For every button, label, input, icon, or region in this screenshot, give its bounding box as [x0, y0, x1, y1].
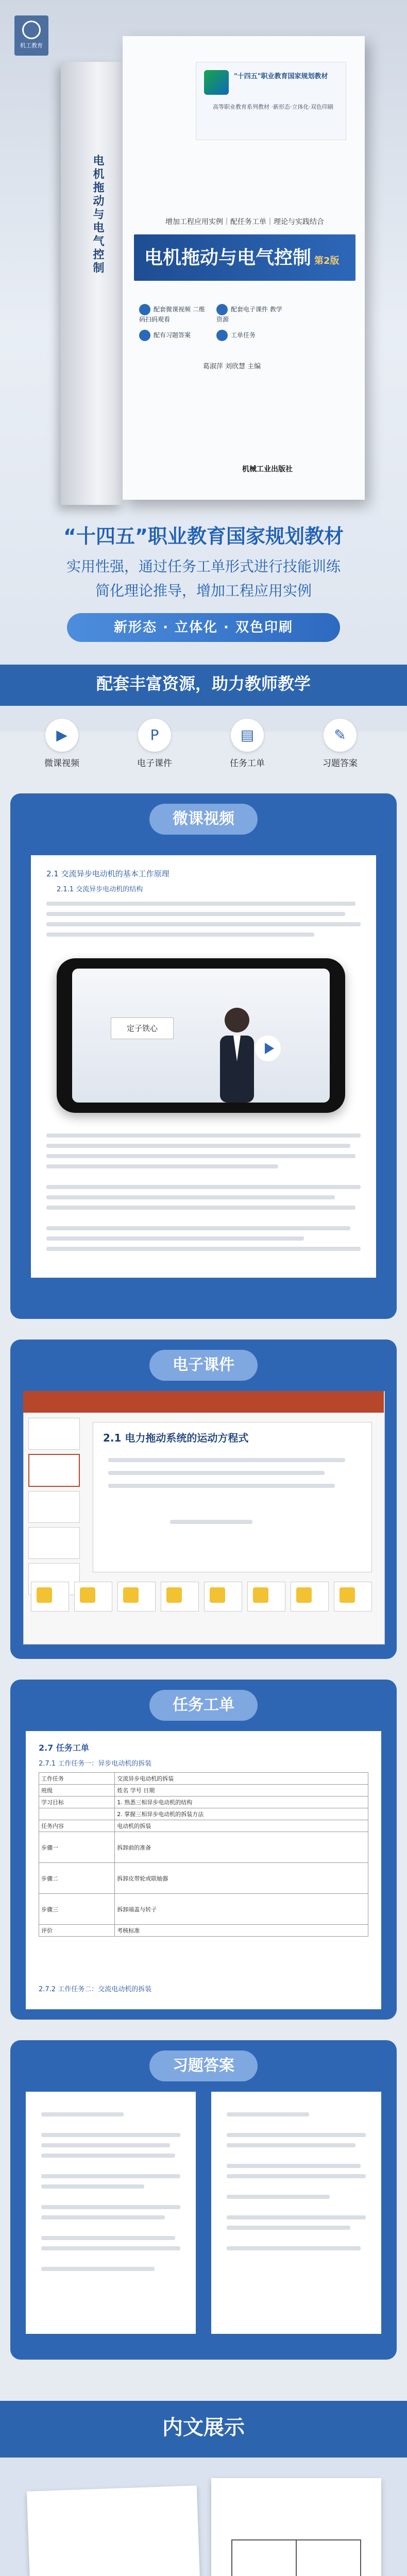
- table-cell: 步骤一: [39, 1832, 115, 1863]
- format-pill: 新形态 · 立体化 · 双色印刷: [67, 613, 340, 642]
- table-row: [39, 1832, 368, 1863]
- text-line: [46, 912, 345, 916]
- table-cell: 工作任务: [39, 1773, 115, 1785]
- table-cell: 电动机的拆装: [115, 1820, 368, 1832]
- cover-feature-item: 工单任务: [216, 330, 283, 341]
- publisher-logo-badge: [14, 15, 48, 56]
- table-row: [39, 1925, 368, 1937]
- table-row: [39, 1808, 368, 1820]
- table-cell: 交流异步电动机的拆装: [115, 1773, 368, 1785]
- worksheet-heading: 2.7 任务工单: [39, 1743, 89, 1753]
- resource-item-video[interactable]: [31, 719, 93, 769]
- cover-series-text: 高等职业教育系列教材 ·新形态·立体化·双色印刷: [213, 104, 333, 110]
- ppt-section-title: 电子课件: [149, 1350, 258, 1381]
- table-row: [39, 1797, 368, 1808]
- worksheet-subheading: 2.7.2 工作任务二：交流电动机的拆装: [39, 1986, 152, 1993]
- headline: “十四五”职业教育国家规划教材: [63, 525, 344, 548]
- resource-item-worksheet[interactable]: [216, 719, 278, 769]
- logo-text: 机工教育: [20, 42, 43, 49]
- resource-label: 任务工单: [230, 758, 265, 769]
- text-line: [46, 1206, 355, 1210]
- text-line: [46, 1236, 304, 1241]
- slide-sorter-strip[interactable]: [31, 1582, 376, 1633]
- slide-sorter-item[interactable]: [161, 1582, 199, 1612]
- table-cell: 考核标准: [115, 1925, 368, 1937]
- cover-feature-item: 配有习题答案: [139, 330, 206, 341]
- answers-section-title: 习题答案: [149, 2050, 258, 2081]
- text-line: [108, 1471, 325, 1475]
- logo-icon: [22, 21, 41, 39]
- answer-icon: [139, 330, 150, 341]
- table-cell: 步骤二: [39, 1863, 115, 1894]
- slide-sorter-item[interactable]: [334, 1582, 372, 1612]
- table-row: [39, 1894, 368, 1925]
- text-line: [46, 1247, 361, 1251]
- text-line: [46, 1185, 361, 1189]
- text-line: [46, 1144, 350, 1148]
- text-line: [46, 1195, 335, 1199]
- table-cell: 姓名 学号 日期: [115, 1785, 368, 1797]
- presenter-figure: [214, 999, 260, 1103]
- slides-icon: [216, 304, 228, 315]
- slide-sorter-item[interactable]: [117, 1582, 156, 1612]
- table-cell: 2. 掌握三相异步电动机的拆装方法: [115, 1808, 368, 1820]
- spine-title: 电机拖动与电气控制: [91, 155, 105, 275]
- worksheet-section-title: 任务工单: [149, 1690, 258, 1721]
- table-row: [39, 1820, 368, 1832]
- table-cell: [39, 1808, 115, 1820]
- text-line: [46, 933, 314, 937]
- table-cell: 任务内容: [39, 1820, 115, 1832]
- task-icon: [216, 330, 228, 341]
- text-line: [46, 1226, 350, 1230]
- table-cell: 拆卸前的准备: [115, 1832, 368, 1863]
- national-plan-badge-icon: [204, 70, 229, 95]
- worksheet-table: [39, 1772, 368, 1937]
- ppt-ribbon: [23, 1391, 384, 1413]
- worksheet-subheading: 2.7.1 工作任务一：异步电动机的拆装: [39, 1760, 152, 1768]
- table-row: [39, 1863, 368, 1894]
- doc-heading: 2.1 交流异步电动机的基本工作原理: [46, 869, 169, 878]
- cover-authors: 葛淑萍 刘欣慧 主编: [202, 363, 261, 370]
- text-line: [46, 1133, 361, 1138]
- slide-sorter-item[interactable]: [247, 1582, 285, 1612]
- video-slide-label: 定子铁心: [111, 1018, 174, 1039]
- table-cell: 班级: [39, 1785, 115, 1797]
- cover-book-title: 电机拖动与电气控制: [144, 247, 312, 268]
- table-cell: 1. 熟悉三相异步电动机的结构: [115, 1797, 368, 1808]
- table-cell: 评价: [39, 1925, 115, 1937]
- resource-label: 微课视频: [44, 758, 79, 769]
- content-page: [27, 2485, 205, 2576]
- qr-icon: [139, 304, 150, 315]
- table-cell: 步骤三: [39, 1894, 115, 1925]
- formula-line: [170, 1520, 252, 1524]
- table-cell: 学习目标: [39, 1797, 115, 1808]
- text-line: [46, 922, 361, 926]
- cover-feature-item: 配套微课视频 二维码扫码观看: [139, 304, 206, 324]
- ppt-icon: P: [138, 719, 171, 752]
- resource-label: 习题答案: [323, 758, 358, 769]
- video-icon: ▶: [45, 719, 78, 752]
- cover-badge-text: "十四五"职业教育国家规划教材: [234, 73, 328, 80]
- slide-title: 2.1 电力拖动系统的运动方程式: [103, 1432, 249, 1444]
- selling-point-2: 简化理论推导，增加工程应用实例: [95, 582, 312, 599]
- resource-item-answers[interactable]: [309, 719, 371, 769]
- text-line: [46, 1154, 355, 1158]
- answers-page-left: [26, 2092, 196, 2334]
- video-section-title: 微课视频: [149, 804, 258, 835]
- answers-icon: ✎: [324, 719, 357, 752]
- slide-sorter-item[interactable]: [204, 1582, 242, 1612]
- play-icon[interactable]: [255, 1036, 281, 1061]
- slide-sorter-item[interactable]: [74, 1582, 112, 1612]
- text-line: [46, 902, 355, 906]
- cover-feature-line: 增加工程应用实例｜配任务工单｜理论与实践结合: [165, 218, 324, 226]
- resource-label: 电子课件: [137, 758, 172, 769]
- cover-publisher: 机械工业出版社: [242, 465, 293, 473]
- resources-title: 配套丰富资源，助力教师教学: [96, 674, 311, 693]
- slide-sorter-item[interactable]: [31, 1582, 69, 1612]
- content-page: [211, 2478, 381, 2576]
- table-cell: 拆卸端盖与转子: [115, 1894, 368, 1925]
- worksheet-icon: ▤: [231, 719, 264, 752]
- text-line: [108, 1484, 335, 1488]
- text-line: [108, 1458, 345, 1462]
- resource-item-ppt[interactable]: [124, 719, 185, 769]
- table-cell: 拆卸皮带轮或联轴器: [115, 1863, 368, 1894]
- table-row: [39, 1773, 368, 1785]
- cover-edition: 第2版: [314, 256, 340, 266]
- cover-feature-item: 配套电子课件 教学资源: [216, 304, 283, 324]
- diagram-figure: [211, 2478, 381, 2576]
- doc-subheading: 2.1.1 交流异步电动机的结构: [57, 886, 143, 893]
- text-line: [46, 1164, 278, 1168]
- selling-point-1: 实用性强，通过任务工单形式进行技能训练: [66, 558, 341, 575]
- slide-sorter-item[interactable]: [291, 1582, 329, 1612]
- answers-page-right: [211, 2092, 381, 2334]
- content-title: 内文展示: [162, 2416, 245, 2439]
- table-row: [39, 1785, 368, 1797]
